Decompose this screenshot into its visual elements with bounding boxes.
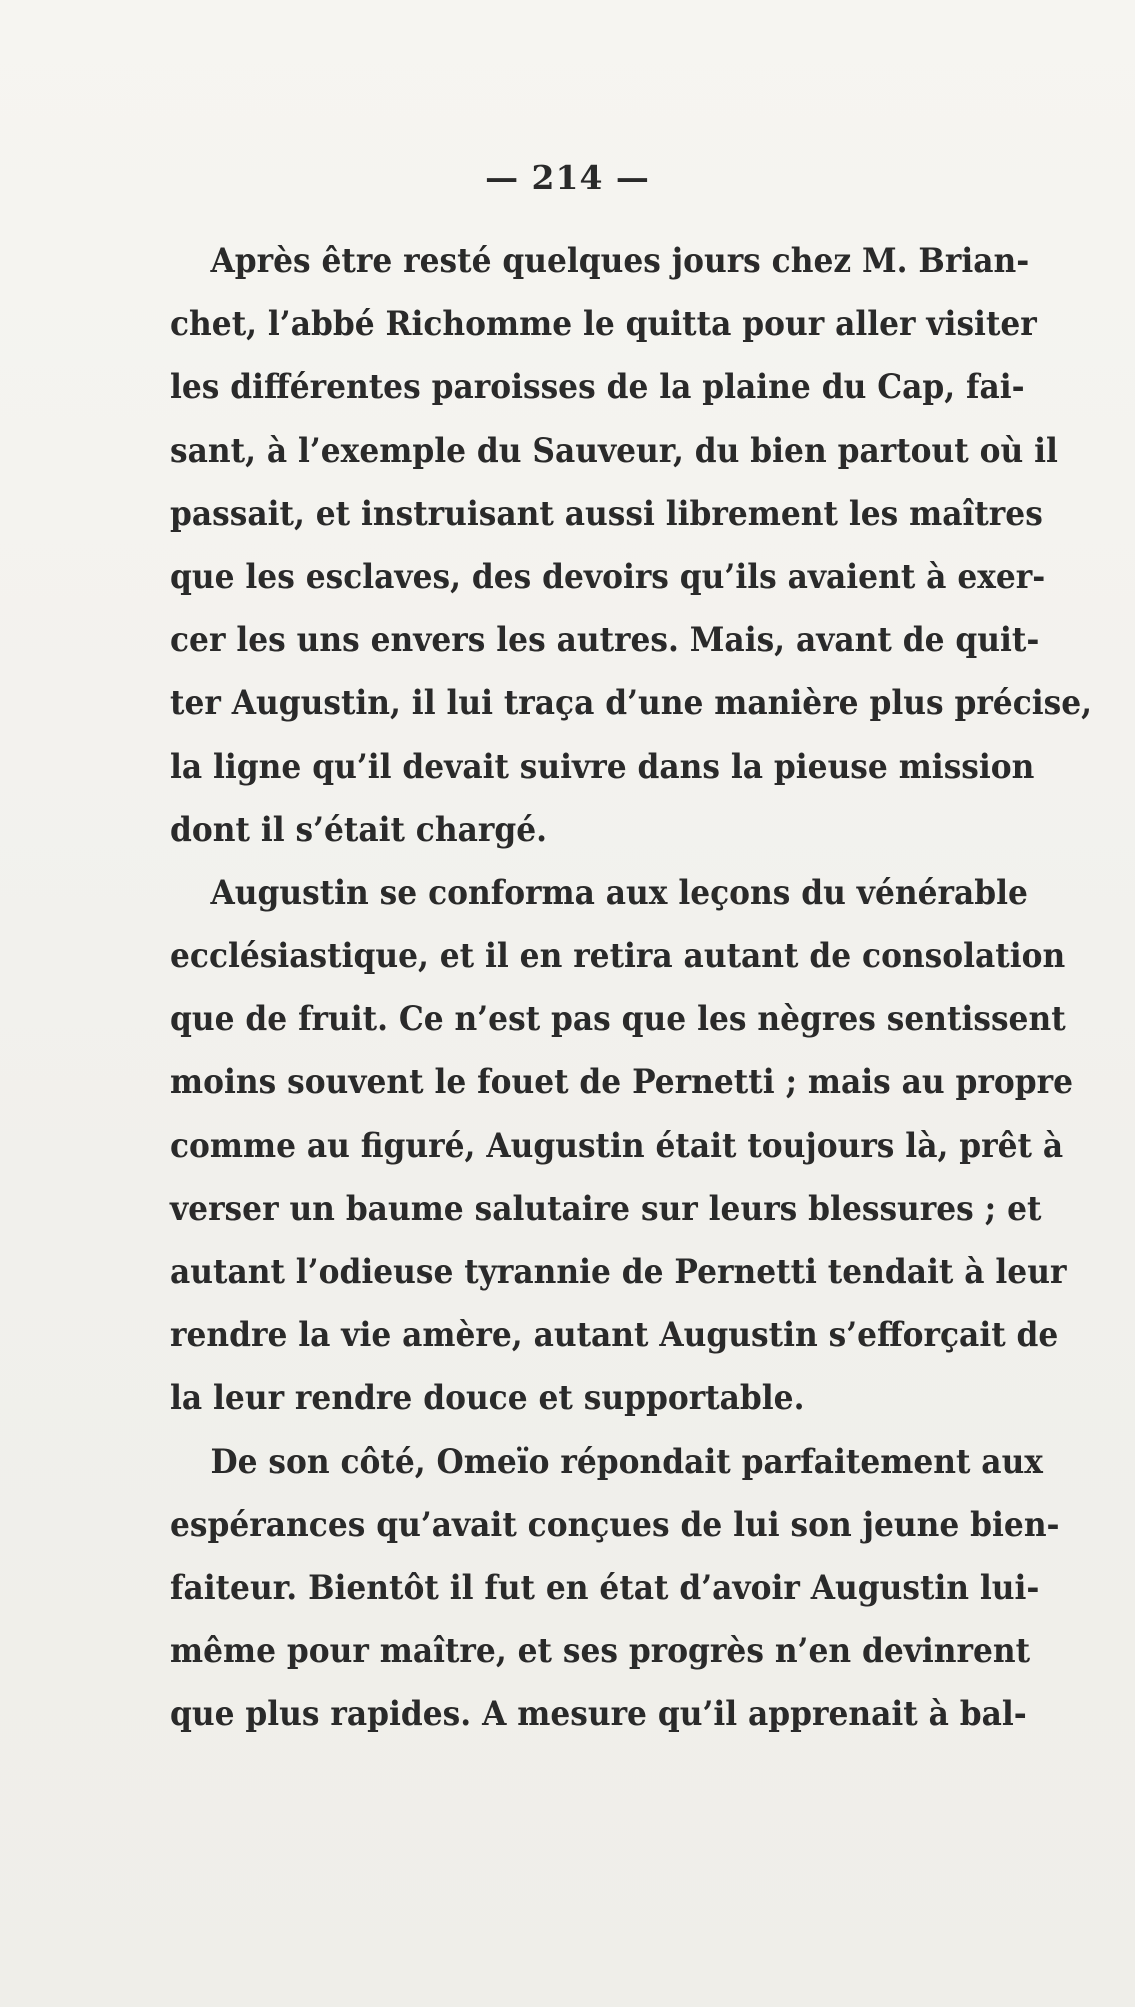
paragraph — [170, 230, 1093, 862]
text-line: ecclésiastique, et il en retira autant de consolation — [170, 936, 1066, 977]
text-line: verser un baume salutaire sur leurs blessures ; et — [170, 1188, 1042, 1229]
text-line: espérances qu’avait conçues de lui son jeune bien- — [170, 1504, 1060, 1545]
text-line: De son côté, Omeïo répondait parfaitement aux — [210, 1441, 1043, 1482]
text-line: rendre la vie amère, autant Augustin s’efforçait de — [170, 1315, 1059, 1356]
text-line: que les esclaves, des devoirs qu’ils avaient à exer- — [170, 556, 1046, 597]
text-line: passait, et instruisant aussi librement les maîtres — [170, 493, 1043, 534]
paragraph — [170, 862, 1074, 1431]
text-line: la leur rendre douce et supportable. — [170, 1378, 805, 1419]
text-line: Après être resté quelques jours chez M. Brian- — [210, 241, 1030, 281]
body-text — [170, 230, 1093, 1747]
text-line: que plus rapides. A mesure qu’il apprenait à bal- — [170, 1694, 1027, 1735]
text-line: faiteur. Bientôt il fut en état d’avoir Augustin lui- — [170, 1567, 1040, 1608]
text-line: ter Augustin, il lui traça d’une manière plus précise, — [170, 683, 1093, 724]
text-line: que de fruit. Ce n’est pas que les nègres sentissent — [170, 999, 1066, 1040]
text-line: sant, à l’exemple du Sauveur, du bien partout où il — [170, 430, 1058, 471]
text-line: chet, l’abbé Richomme le quitta pour aller visiter — [170, 304, 1037, 345]
paragraph — [170, 1431, 1060, 1747]
text-line: cer les uns envers les autres. Mais, avant de quit- — [170, 620, 1040, 661]
text-line: dont il s’était chargé. — [170, 809, 548, 850]
text-line: moins souvent le fouet de Pernetti ; mais au propre — [170, 1062, 1074, 1103]
text-line: autant l’odieuse tyrannie de Pernetti tendait à leur — [170, 1252, 1067, 1292]
text-line: même pour maître, et ses progrès n’en devinrent — [170, 1631, 1031, 1672]
page-number: — 214 — — [485, 158, 650, 197]
text-line: comme au figuré, Augustin était toujours là, prêt à — [170, 1125, 1064, 1166]
text-line: les différentes paroisses de la plaine du Cap, fai- — [170, 367, 1025, 408]
text-line: la ligne qu’il devait suivre dans la pieuse mission — [170, 746, 1035, 787]
text-line: Augustin se conforma aux leçons du vénérable — [210, 872, 1028, 913]
